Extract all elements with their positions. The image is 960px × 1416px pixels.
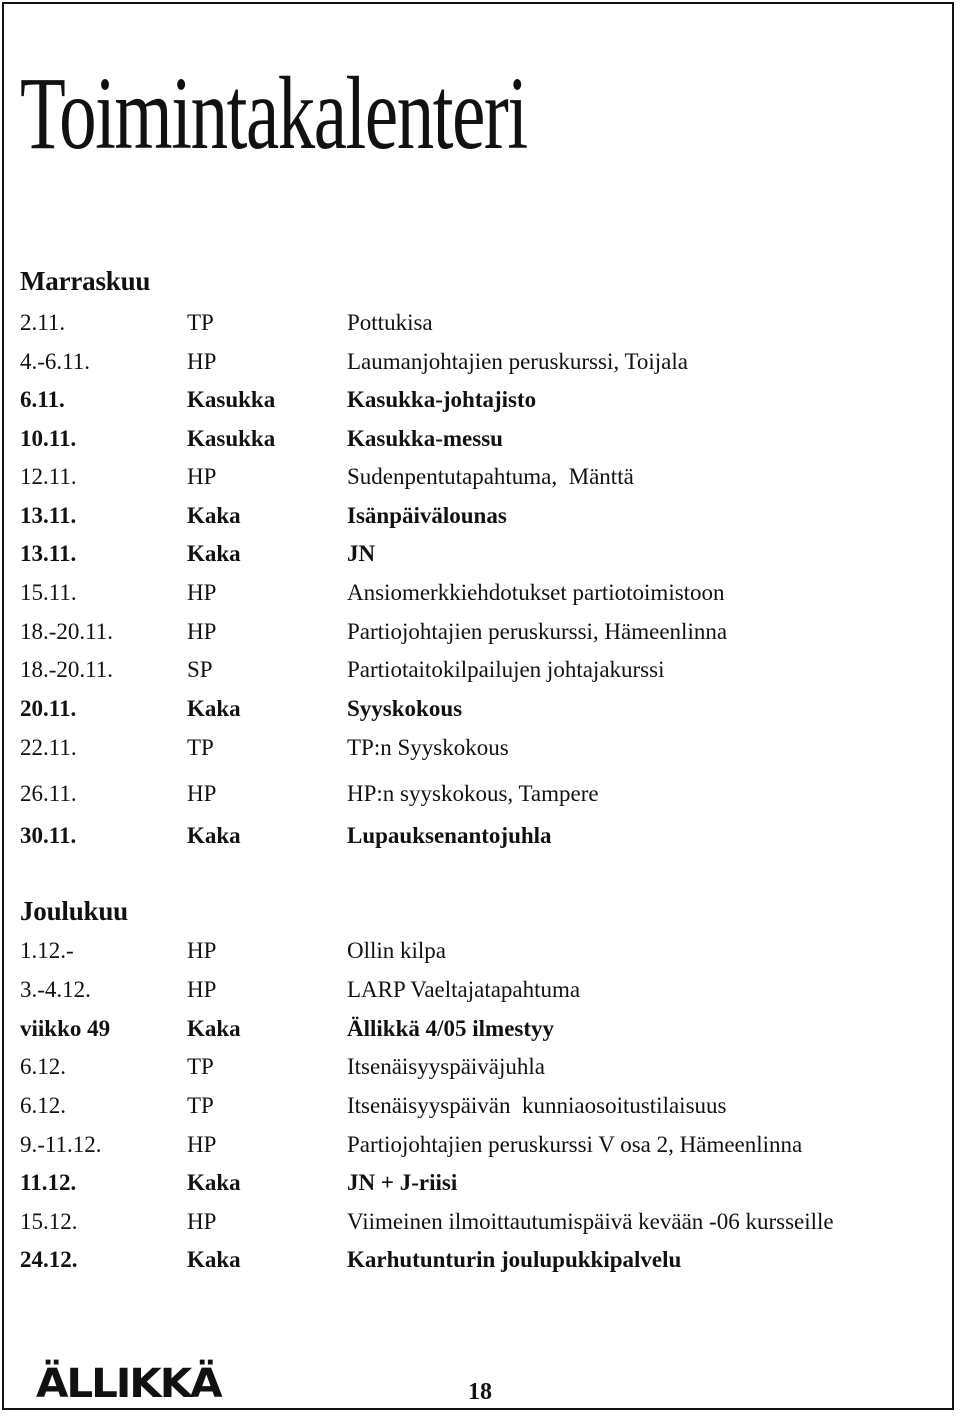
event-date: 9.-11.12. — [20, 1132, 102, 1157]
event-title: Itsenäisyyspäivän kunniaosoitustilaisuus — [347, 1093, 727, 1118]
event-row — [0, 347, 940, 377]
event-title: JN + J-riisi — [347, 1170, 458, 1195]
event-organizer: HP — [187, 464, 217, 489]
event-title: Karhutunturin joulupukkipalvelu — [347, 1247, 682, 1272]
event-title: Isänpäivälounas — [347, 503, 507, 528]
event-row — [0, 1091, 940, 1121]
event-title: Itsenäisyyspäiväjuhla — [347, 1054, 546, 1079]
month-heading-december: Joulukuu — [20, 896, 128, 926]
event-title: Pottukisa — [347, 310, 433, 335]
event-organizer: Kaka — [187, 1247, 241, 1272]
event-row — [0, 779, 940, 809]
event-row — [0, 936, 940, 966]
event-title: Sudenpentutapahtuma, Mänttä — [347, 464, 634, 489]
event-row — [0, 501, 940, 531]
event-row — [0, 733, 940, 763]
event-date: 10.11. — [20, 426, 77, 451]
event-row — [0, 539, 940, 569]
event-title: Laumanjohtajien peruskurssi, Toijala — [347, 349, 688, 374]
event-organizer: Kaka — [187, 823, 241, 848]
event-date: 1.12.- — [20, 938, 74, 963]
event-title: JN — [347, 541, 376, 566]
event-row — [0, 975, 940, 1005]
event-organizer: TP — [187, 735, 214, 760]
event-organizer: Kaka — [187, 696, 241, 721]
event-organizer: HP — [187, 938, 217, 963]
event-title: Ällikkä 4/05 ilmestyy — [347, 1016, 555, 1041]
event-title: Lupauksenantojuhla — [347, 823, 552, 848]
event-title: Ollin kilpa — [347, 938, 447, 963]
event-date: 15.11. — [20, 580, 77, 605]
event-date: 2.11. — [20, 310, 66, 335]
event-title: HP:n syyskokous, Tampere — [347, 781, 599, 806]
month-heading-november: Marraskuu — [20, 266, 151, 296]
event-date: 13.11. — [20, 541, 77, 566]
event-row — [0, 1130, 940, 1160]
event-date: 22.11. — [20, 735, 77, 760]
event-organizer: Kaka — [187, 1016, 241, 1041]
event-row — [0, 308, 940, 338]
event-organizer: HP — [187, 977, 217, 1002]
event-row — [0, 821, 940, 851]
event-row — [0, 578, 940, 608]
event-row — [0, 1168, 940, 1198]
event-organizer: Kasukka — [187, 426, 276, 451]
event-organizer: Kaka — [187, 1170, 241, 1195]
event-organizer: HP — [187, 619, 217, 644]
event-date: 13.11. — [20, 503, 77, 528]
event-date: 15.12. — [20, 1209, 78, 1234]
event-row — [0, 424, 940, 454]
event-row — [0, 1014, 940, 1044]
event-title: Viimeinen ilmoittautumispäivä kevään -06 kursseille — [347, 1209, 834, 1234]
event-date: 6.11. — [20, 387, 65, 412]
page-number: 18 — [468, 1379, 492, 1405]
event-organizer: TP — [187, 1093, 214, 1118]
event-organizer: Kaka — [187, 503, 241, 528]
event-date: 12.11. — [20, 464, 77, 489]
event-organizer: TP — [187, 310, 214, 335]
event-row — [0, 655, 940, 685]
event-organizer: HP — [187, 781, 217, 806]
event-row — [0, 462, 940, 492]
event-date: 20.11. — [20, 696, 77, 721]
event-date: 30.11. — [20, 823, 77, 848]
event-date: 6.12. — [20, 1093, 66, 1118]
event-date: 6.12. — [20, 1054, 66, 1079]
event-organizer: Kasukka — [187, 387, 276, 412]
event-row — [0, 1245, 940, 1275]
event-row — [0, 385, 940, 415]
event-date: viikko 49 — [20, 1016, 111, 1041]
event-organizer: SP — [187, 657, 213, 682]
event-row — [0, 1052, 940, 1082]
event-title: Kasukka-johtajisto — [347, 387, 537, 412]
event-date: 3.-4.12. — [20, 977, 91, 1002]
event-title: Syyskokous — [347, 696, 463, 721]
event-title: Partiotaitokilpailujen johtajakurssi — [347, 657, 665, 682]
event-organizer: HP — [187, 1209, 217, 1234]
event-row — [0, 617, 940, 647]
event-organizer: Kaka — [187, 541, 241, 566]
event-organizer: TP — [187, 1054, 214, 1079]
event-organizer: HP — [187, 349, 217, 374]
event-organizer: HP — [187, 1132, 217, 1157]
event-date: 18.-20.11. — [20, 619, 114, 644]
event-title: LARP Vaeltajatapahtuma — [347, 977, 581, 1002]
event-title: Ansiomerkkiehdotukset partiotoimistoon — [347, 580, 725, 605]
event-title: Partiojohtajien peruskurssi V osa 2, Hämeenlinna — [347, 1132, 803, 1157]
allikka-logo: ÄLLIKKÄ — [36, 1361, 221, 1407]
event-title: Kasukka-messu — [347, 426, 503, 451]
event-title: TP:n Syyskokous — [347, 735, 509, 760]
event-date: 18.-20.11. — [20, 657, 114, 682]
event-row — [0, 694, 940, 724]
event-date: 4.-6.11. — [20, 349, 91, 374]
page-title: Toimintakalenteri — [20, 56, 527, 171]
event-row — [0, 1207, 940, 1237]
event-date: 26.11. — [20, 781, 77, 806]
event-title: Partiojohtajien peruskurssi, Hämeenlinna — [347, 619, 728, 644]
event-organizer: HP — [187, 580, 217, 605]
event-date: 24.12. — [20, 1247, 78, 1272]
event-date: 11.12. — [20, 1170, 77, 1195]
